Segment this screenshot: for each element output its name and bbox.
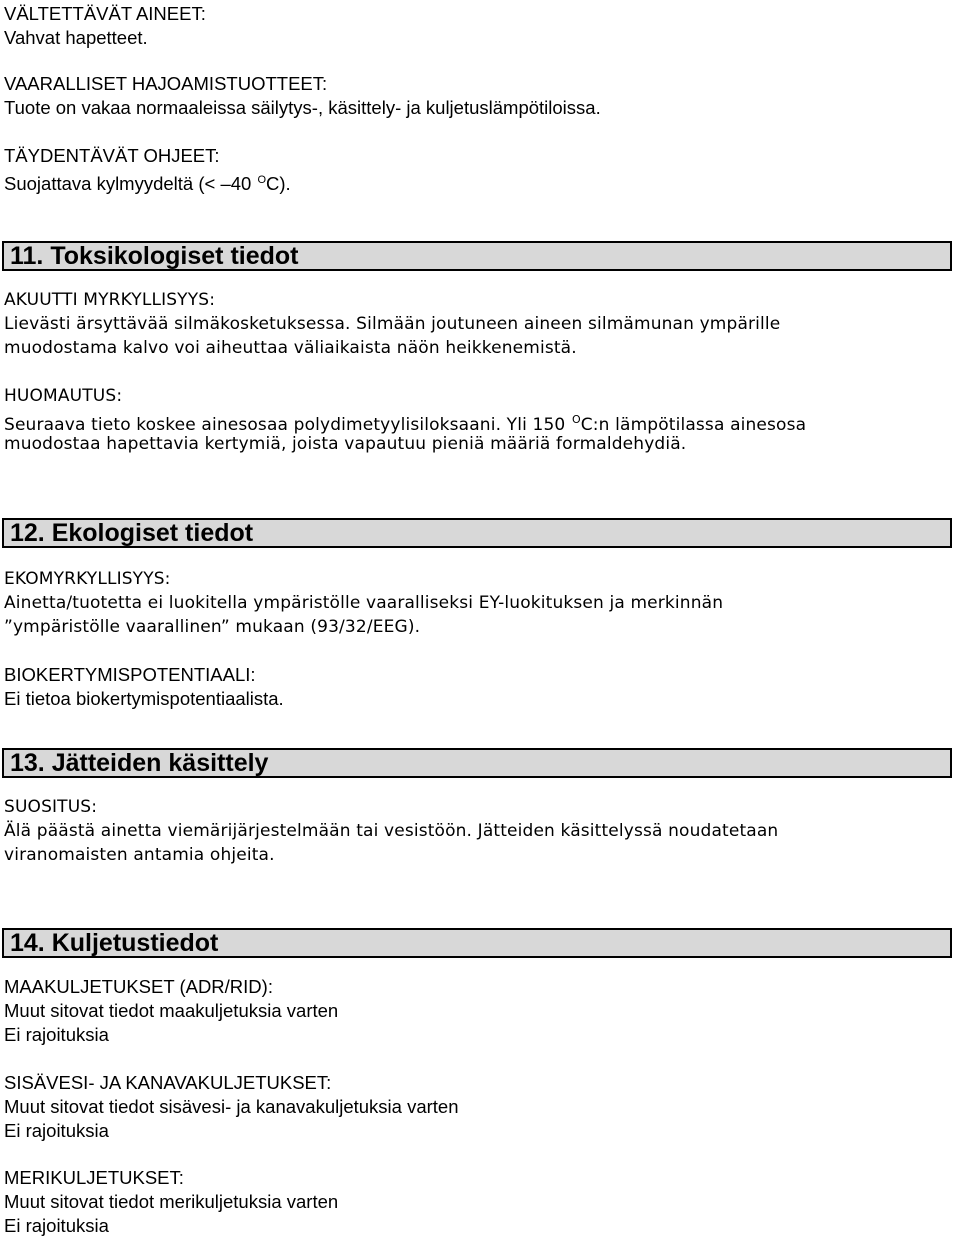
section-12-heading: 12. Ekologiset tiedot: [10, 519, 254, 547]
section-11-heading: 11. Toksikologiset tiedot: [10, 242, 299, 270]
ecotoxicity-line-2: ”ympäristölle vaarallinen” mukaan (93/32/EEG).: [4, 617, 421, 637]
section-14-heading-bar: [2, 928, 952, 958]
note-line-1: [4, 408, 807, 435]
additional-instructions-text: [4, 168, 291, 192]
additional-text-post: C).: [266, 173, 291, 194]
section-13-heading-bar: [2, 748, 952, 778]
section-12-heading-bar: [2, 518, 952, 548]
avoid-materials-text: Vahvat hapetteet.: [4, 27, 148, 48]
acute-toxicity-label: AKUUTTI MYRKYLLISYYS:: [4, 290, 216, 310]
note-line-1-pre: Seuraava tieto koskee ainesosaa polydimetyylisiloksaani. Yli 150: [4, 415, 571, 435]
degree-superscript: O: [257, 174, 267, 186]
inland-transport-value: Ei rajoituksia: [4, 1120, 109, 1141]
ecotoxicity-line-1: Ainetta/tuotetta ei luokitella ympäristölle vaaralliseksi EY-luokituksen ja merkinnän: [4, 593, 724, 613]
hazardous-decomposition-label: VAARALLISET HAJOAMISTUOTTEET:: [4, 73, 328, 94]
section-13-heading: 13. Jätteiden käsittely: [10, 749, 269, 777]
hazardous-decomposition-text: Tuote on vakaa normaaleissa säilytys-, käsittely- ja kuljetuslämpötiloissa.: [4, 97, 601, 118]
inland-transport-text: Muut sitovat tiedot sisävesi- ja kanavakuljetuksia varten: [4, 1096, 459, 1117]
sea-transport-label: MERIKULJETUKSET:: [4, 1167, 184, 1188]
recommendation-line-1: Älä päästä ainetta viemärijärjestelmään tai vesistöön. Jätteiden käsittelyssä noudatetaan: [4, 821, 779, 841]
section-11-heading-bar: [2, 241, 952, 271]
additional-text-pre: Suojattava kylmyydeltä (< –40: [4, 173, 257, 194]
recommendation-line-2: viranomaisten antamia ohjeita.: [4, 845, 275, 865]
sea-transport-value: Ei rajoituksia: [4, 1215, 109, 1236]
recommendation-label: SUOSITUS:: [4, 797, 98, 817]
road-transport-text: Muut sitovat tiedot maakuljetuksia varten: [4, 1000, 339, 1021]
road-transport-label: MAAKULJETUKSET (ADR/RID):: [4, 976, 273, 997]
note-label: HUOMAUTUS:: [4, 386, 123, 406]
sea-transport-text: Muut sitovat tiedot merikuljetuksia varten: [4, 1191, 339, 1212]
bioaccumulation-text: Ei tietoa biokertymispotentiaalista.: [4, 688, 284, 709]
avoid-materials-label: VÄLTETTÄVÄT AINEET:: [4, 3, 206, 24]
additional-instructions-label: TÄYDENTÄVÄT OHJEET:: [4, 145, 220, 166]
acute-toxicity-line-1: Lievästi ärsyttävää silmäkosketuksessa. Silmään joutuneen aineen silmämunan ympärille: [4, 314, 781, 334]
acute-toxicity-line-2: muodostama kalvo voi aiheuttaa väliaikaista näön heikkenemistä.: [4, 338, 577, 358]
inland-transport-label: SISÄVESI- JA KANAVAKULJETUKSET:: [4, 1072, 332, 1093]
degree-superscript: O: [571, 413, 581, 426]
bioaccumulation-label: BIOKERTYMISPOTENTIAALI:: [4, 664, 256, 685]
note-line-2: muodostaa hapettavia kertymiä, joista vapautuu pieniä määriä formaldehydiä.: [4, 434, 687, 454]
ecotoxicity-label: EKOMYRKYLLISYYS:: [4, 569, 171, 589]
section-14-heading: 14. Kuljetustiedot: [10, 929, 219, 957]
road-transport-value: Ei rajoituksia: [4, 1024, 109, 1045]
note-line-1-post: C:n lämpötilassa ainesosa: [580, 415, 807, 435]
